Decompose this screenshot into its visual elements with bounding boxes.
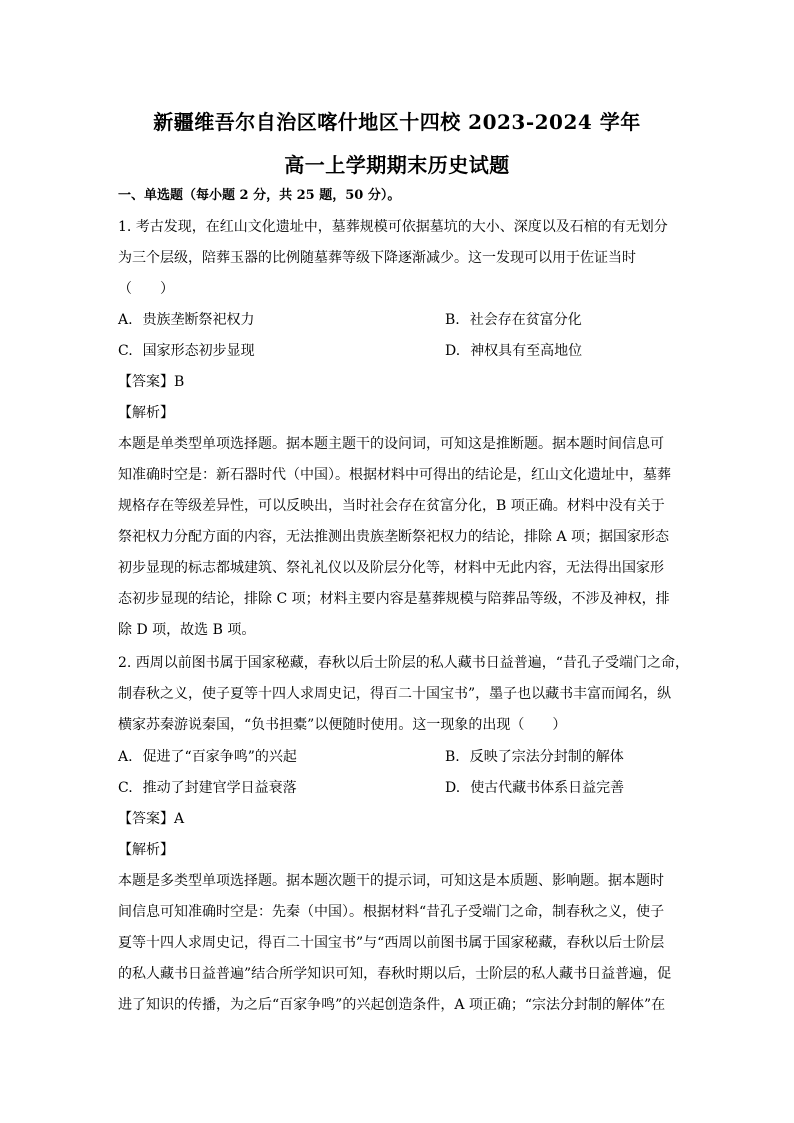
q1-analysis-line-6: 态初步显现的结论，排除 C 项；材料主要内容是墓葬规模与陪葬品等级，不涉及神权，排 — [118, 591, 670, 607]
section-heading: 一、单选题（每小题 2 分，共 25 题，50 分）。 — [118, 188, 401, 203]
document-title-line-2: 高一上学期期末历史试题 — [284, 153, 510, 177]
q1-option-d-text: 神权具有至高地位 — [470, 343, 583, 359]
q2-option-b-letter: B. — [445, 749, 460, 765]
q1-option-a — [118, 310, 255, 330]
q2-option-c-letter: C. — [118, 780, 133, 796]
q1-option-b-letter: B. — [445, 312, 460, 328]
q2-analysis-line-2: 间信息可知准确时空是：先秦（中国）。根据材料“昔孔子受端门之命，制春秋之义，使子 — [118, 904, 665, 920]
q1-stem-line-2: 为三个层级，陪葬玉器的比例随墓葬等级下降逐渐减少。这一发现可以用于佐证当时 — [118, 250, 636, 266]
q2-option-a-letter: A. — [118, 749, 133, 765]
q1-option-d — [445, 341, 582, 361]
q1-analysis-line-7: 除 D 项，故选 B 项。 — [118, 622, 256, 638]
q2-option-a-text: 促进了“百家争鸣”的兴起 — [142, 749, 297, 765]
q1-answer: 【答案】B — [118, 374, 185, 390]
q2-stem-line-1: 2. 西周以前图书属于国家秘藏，春秋以后士阶层的私人藏书日益普遍，“昔孔子受端门之命， — [118, 655, 689, 671]
q2-option-d — [445, 778, 624, 798]
q2-option-c — [118, 778, 297, 798]
q1-option-c-text: 国家形态初步显现 — [142, 343, 255, 359]
q1-option-d-letter: D. — [445, 343, 461, 359]
q2-answer: 【答案】A — [118, 811, 185, 827]
q2-stem-line-3: 横家苏秦游说秦国，“负书担橐”以便随时使用。这一现象的出现（ ） — [118, 717, 567, 733]
q1-option-c — [118, 341, 255, 361]
q1-analysis-line-3: 规格存在等级差异性，可以反映出，当时社会存在贫富分化，B 项正确。材料中没有关于 — [118, 498, 665, 514]
q2-analysis-label: 【解析】 — [118, 842, 174, 858]
q2-option-b — [445, 747, 624, 767]
q2-analysis-line-1: 本题是多类型单项选择题。据本题次题干的提示词，可知这是本质题、影响题。据本题时 — [118, 873, 664, 889]
q1-analysis-line-4: 祭祀权力分配方面的内容，无法推测出贵族垄断祭祀权力的结论，排除 A 项；据国家形态 — [118, 529, 670, 545]
q1-analysis-label: 【解析】 — [118, 405, 174, 421]
q1-option-b-text: 社会存在贫富分化 — [469, 312, 582, 328]
q2-option-b-text: 反映了宗法分封制的解体 — [469, 749, 624, 765]
q1-stem-line-3: （ ） — [118, 281, 174, 297]
q2-option-c-text: 推动了封建官学日益衰落 — [142, 780, 297, 796]
q2-analysis-line-3: 夏等十四人求周史记，得百二十国宝书”与“西周以前图书属于国家秘藏，春秋以后士阶层 — [118, 935, 665, 951]
q2-analysis-line-5: 进了知识的传播，为之后“百家争鸣”的兴起创造条件，A 项正确；“宗法分封制的解体”在 — [118, 997, 666, 1013]
q1-stem-line-1: 1. 考古发现，在红山文化遗址中，墓葬规模可依据墓坑的大小、深度以及石棺的有无划分 — [118, 219, 668, 235]
document-title-line-1: 新疆维吾尔自治区喀什地区十四校 2023-2024 学年 — [153, 110, 641, 134]
q2-analysis-line-4: 的私人藏书日益普遍”结合所学知识可知，春秋时期以后，士阶层的私人藏书日益普遍，促 — [118, 966, 672, 982]
q2-stem-line-2: 制春秋之义，使子夏等十四人求周史记，得百二十国宝书”，墨子也以藏书丰富而闻名，纵 — [118, 686, 672, 702]
q1-option-a-text: 贵族垄断祭祀权力 — [142, 312, 255, 328]
q2-option-d-text: 使古代藏书体系日益完善 — [470, 780, 625, 796]
q2-option-d-letter: D. — [445, 780, 461, 796]
q1-analysis-line-2: 知准确时空是：新石器时代（中国）。根据材料中可得出的结论是，红山文化遗址中，墓葬 — [118, 467, 671, 483]
q2-option-a — [118, 747, 297, 767]
q1-option-c-letter: C. — [118, 343, 133, 359]
q1-analysis-line-5: 初步显现的标志都城建筑、祭礼礼仪以及阶层分化等，材料中无此内容，无法得出国家形 — [118, 560, 664, 576]
q1-analysis-line-1: 本题是单类型单项选择题。据本题主题干的设问词，可知这是推断题。据本题时间信息可 — [118, 436, 664, 452]
q1-option-a-letter: A. — [118, 312, 133, 328]
q1-option-b — [445, 310, 582, 330]
